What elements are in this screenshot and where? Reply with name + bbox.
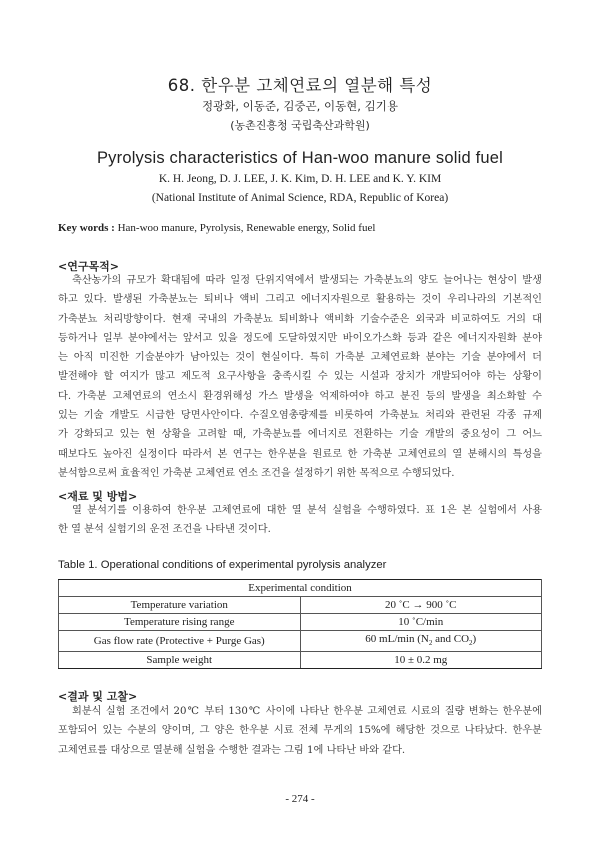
english-title: Pyrolysis characteristics of Han-woo manure solid fuel	[96, 149, 504, 167]
paragraph-line: 회분식 실험 조건에서 20℃ 부터 130℃ 사이에 나타난 한우분 고체연료 시료의 질량 변화는 한우분에	[72, 706, 542, 717]
paragraph-line: 분석함으로써 효율적인 가축분 고체연료 연소 조건을 설정하기 위한 목적으로 수행되었다.	[58, 467, 455, 479]
section-heading-results: <결과 및 고찰>	[58, 690, 138, 703]
english-affiliation: (National Institute of Animal Science, RDA, Republic of Korea)	[151, 192, 449, 204]
paragraph-results	[58, 702, 542, 760]
paragraph-purpose	[58, 271, 542, 483]
table-cell-value: 10 ˚C/min	[300, 614, 542, 631]
section-heading-methods: <재료 및 방법>	[58, 490, 138, 503]
keywords	[58, 222, 375, 234]
value-prefix: 60 mL/min (N	[365, 633, 429, 645]
table-caption: Table 1. Operational conditions of experimental pyrolysis analyzer	[58, 559, 387, 571]
section-heading-purpose: <연구목적>	[58, 260, 119, 273]
paragraph-line: 가축분뇨 처리방향이다. 현재 국내의 가축분뇨 퇴비화나 액비화 기술수준은 외국과 비교하여도 거의 대	[58, 313, 542, 325]
paragraph-line: 한 열 분석 실험기의 운전 조건을 나타낸 것이다.	[58, 524, 271, 536]
subscript: 2	[428, 639, 433, 648]
table-cell-label: Gas flow rate (Protective + Purge Gas)	[59, 631, 301, 652]
keywords-text: Han-woo manure, Pyrolysis, Renewable energy, Solid fuel	[117, 222, 376, 234]
paragraph-line: 열 분석기를 이용하여 한우분 고체연료에 대한 열 분석 실험을 수행하였다. 표 1은 본 실험에서 사용	[72, 505, 542, 516]
paragraph-line: 등하거나 일부 분야에서는 앞서고 있을 정도에 도달하였지만 바이오가스화 등과 같은 에너지자원화 분야	[58, 332, 542, 344]
table-cell-label: Temperature variation	[59, 597, 301, 614]
table-cell-value: 10 ± 0.2 mg	[300, 652, 542, 669]
table-cell-value	[300, 631, 542, 652]
korean-title: 68. 한우분 고체연료의 열분해 특성	[167, 76, 433, 95]
table-cell-label: Sample weight	[59, 652, 301, 669]
paragraph-line: 때보다도 높아진 실정이다 따라서 본 연구는 한우분을 원료로 한 가축분 고체연료의 열 분해시의 특성을	[58, 448, 542, 460]
keywords-label: Key words :	[58, 222, 115, 234]
table-cell-value: 20 ˚C → 900 ˚C	[300, 597, 542, 614]
paragraph-line: 다. 가축분 고체연료의 연소시 환경위해성 가스 발생을 억제하여야 하고 분진 등의 발생을 최소화할 수	[58, 390, 542, 402]
table-row	[59, 614, 542, 631]
table-row	[59, 652, 542, 669]
paragraph-line: 하고 있다. 발생된 가축분뇨는 퇴비나 액비 그리고 에너지자원으로 활용하는 것이 우리나라의 기본적인	[58, 294, 542, 306]
paragraph-methods	[58, 501, 542, 540]
korean-affiliation: (농촌진흥청 국립축산과학원)	[230, 119, 370, 132]
value-mid: and CO	[432, 633, 470, 645]
table-row	[59, 597, 542, 614]
paragraph-line: 고체연료를 대상으로 열분해 실험을 수행한 결과는 그림 1에 나타난 바와 같다.	[58, 744, 406, 756]
paragraph-line: 축산농가의 규모가 확대됨에 따라 일정 단위지역에서 발생되는 가축분뇨의 양도 늘어나는 현상이 발생	[72, 275, 542, 286]
korean-authors: 정광화, 이동준, 김중곤, 이동현, 김기용	[202, 99, 398, 113]
table-header-row	[59, 580, 542, 597]
paragraph-line: 가 강화되고 있는 현 상황을 고려할 때, 가축분뇨를 에너지로 전환하는 기술 개발의 중요성이 그 어느	[58, 429, 542, 441]
table-cell-label: Temperature rising range	[59, 614, 301, 631]
english-authors: K. H. Jeong, D. J. LEE, J. K. Kim, D. H. LEE and K. Y. KIM	[158, 173, 442, 185]
value-suffix: )	[472, 633, 477, 645]
table-row	[59, 631, 542, 652]
conditions-table	[58, 579, 542, 669]
subscript: 2	[469, 639, 473, 648]
paragraph-line: 발전해야 할 여지가 많고 제도적 요구사항을 충족시킬 수 있는 시설과 장치가 개발되어야 하는 상황이	[58, 371, 542, 383]
paragraph-line: 있는 기술 개발도 시급한 당면사안이다. 수질오염총량제를 비롯하여 가축분뇨 처리와 관련된 각종 규제	[58, 410, 542, 422]
paragraph-line: 포함되어 있는 수분의 양이며, 그 양은 한우분 시료 전체 무게의 15%에 해당한 것으로 나타났다. 한우분	[58, 725, 542, 737]
table-header-cell: Experimental condition	[59, 580, 542, 597]
page-number: - 274 -	[285, 793, 315, 805]
paragraph-line: 는 아직 미진한 기술분야가 남아있는 것이 현실이다. 특히 가축분 고체연료화 분야는 기술 분야에서 더	[58, 352, 542, 364]
